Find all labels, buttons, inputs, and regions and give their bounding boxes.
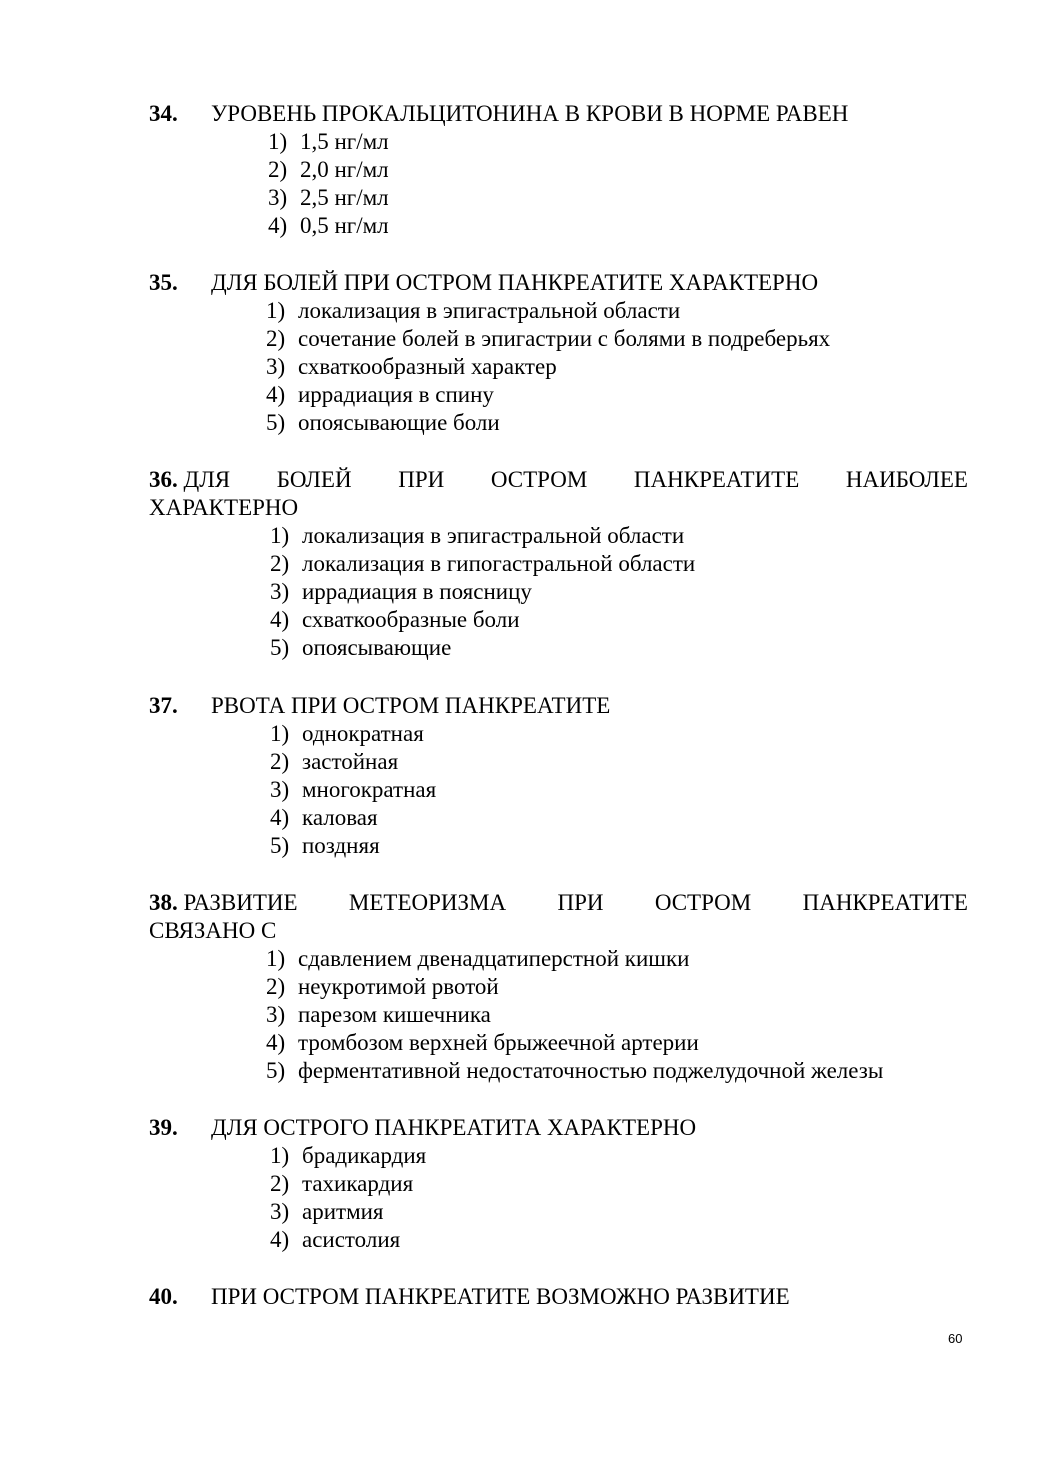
answer-option: [266, 297, 968, 325]
option-number: 3): [266, 1002, 286, 1027]
answer-option: [268, 156, 968, 184]
option-text: иррадиация в поясницу: [302, 579, 532, 604]
question-text-continuation: ХАРАКТЕРНО: [149, 495, 299, 520]
option-text: брадикардия: [302, 1143, 427, 1168]
option-text: парезом кишечника: [298, 1002, 491, 1027]
option-text: 1,5 нг/мл: [300, 129, 389, 154]
question-word: ОСТРОМ: [654, 890, 752, 915]
question-text: ДЛЯ БОЛЕЙ ПРИ ОСТРОМ ПАНКРЕАТИТЕ ХАРАКТЕРНО: [211, 270, 819, 295]
answer-option: [266, 381, 968, 409]
answer-option: [266, 1001, 968, 1029]
answer-options: [266, 297, 968, 437]
question-word: БОЛЕЙ: [276, 467, 352, 492]
question-heading: [149, 269, 968, 297]
answer-option: [270, 804, 968, 832]
question-heading: [149, 1114, 968, 1142]
option-text: ферментативной недостаточностью поджелудочной железы: [298, 1058, 884, 1083]
answer-option: [266, 1029, 968, 1057]
answer-option: [270, 1198, 968, 1226]
question-38: [149, 889, 968, 1085]
question-number: 34.: [149, 101, 178, 126]
answer-option: [270, 1170, 968, 1198]
question-heading: [149, 1283, 968, 1311]
answer-option: [270, 550, 968, 578]
option-text: асистолия: [302, 1227, 401, 1252]
question-number: 39.: [149, 1115, 178, 1140]
option-number: 4): [270, 607, 290, 632]
option-number: 5): [266, 410, 286, 435]
question-number: 36.: [149, 467, 178, 492]
option-number: 4): [270, 1227, 290, 1252]
option-number: 5): [270, 833, 290, 858]
option-text: иррадиация в спину: [298, 382, 494, 407]
answer-option: [268, 184, 968, 212]
question-word: РАЗВИТИЕ: [183, 890, 298, 915]
question-word: ПАНКРЕАТИТЕ: [633, 467, 800, 492]
option-text: застойная: [302, 749, 399, 774]
option-number: 3): [270, 777, 290, 802]
question-heading: [149, 889, 968, 917]
option-number: 1): [270, 1143, 290, 1168]
answer-option: [270, 578, 968, 606]
answer-option: [270, 606, 968, 634]
option-text: схваткообразные боли: [302, 607, 520, 632]
option-text: сдавлением двенадцатиперстной кишки: [298, 946, 690, 971]
question-36: [149, 466, 968, 662]
option-text: схваткообразный характер: [298, 354, 557, 379]
option-number: 1): [266, 946, 286, 971]
option-number: 1): [270, 523, 290, 548]
answer-options: [266, 945, 968, 1085]
option-number: 1): [266, 298, 286, 323]
answer-option: [270, 522, 968, 550]
answer-options: [270, 1142, 968, 1254]
option-number: 2): [266, 974, 286, 999]
question-word: ОСТРОМ: [490, 467, 588, 492]
option-text: 2,0 нг/мл: [300, 157, 389, 182]
question-word: ПАНКРЕАТИТЕ: [802, 890, 968, 915]
option-number: 3): [268, 185, 288, 210]
option-number: 3): [270, 1199, 290, 1224]
answer-option: [266, 945, 968, 973]
question-heading: [149, 100, 968, 128]
answer-options: [268, 128, 968, 240]
option-number: 1): [268, 129, 288, 154]
question-39: [149, 1114, 968, 1254]
option-number: 2): [270, 551, 290, 576]
question-number: 35.: [149, 270, 178, 295]
option-number: 4): [270, 805, 290, 830]
answer-option: [266, 325, 968, 353]
question-heading: [149, 692, 968, 720]
option-number: 4): [266, 382, 286, 407]
option-number: 2): [270, 749, 290, 774]
option-number: 3): [266, 354, 286, 379]
option-text: локализация в гипогастральной области: [302, 551, 696, 576]
answer-option: [270, 832, 968, 860]
answer-option: [270, 1142, 968, 1170]
question-number: 40.: [149, 1284, 178, 1309]
option-text: тахикардия: [302, 1171, 414, 1196]
answer-option: [270, 720, 968, 748]
question-word: ПРИ: [557, 890, 604, 915]
answer-option: [266, 409, 968, 437]
answer-option: [270, 1226, 968, 1254]
question-number: 37.: [149, 693, 178, 718]
option-text: локализация в эпигастральной области: [298, 298, 681, 323]
answer-option: [266, 973, 968, 1001]
question-word: ДЛЯ: [183, 467, 231, 492]
question-number: 38.: [149, 890, 178, 915]
option-text: поздняя: [302, 833, 380, 858]
option-number: 5): [270, 635, 290, 660]
option-text: 0,5 нг/мл: [300, 213, 389, 238]
option-text: неукротимой рвотой: [298, 974, 499, 999]
answer-options: [270, 720, 968, 860]
option-text: 2,5 нг/мл: [300, 185, 389, 210]
option-text: многократная: [302, 777, 437, 802]
option-text: аритмия: [302, 1199, 384, 1224]
option-text: опоясывающие боли: [298, 410, 500, 435]
option-number: 4): [266, 1030, 286, 1055]
answer-option: [270, 634, 968, 662]
question-text: УРОВЕНЬ ПРОКАЛЬЦИТОНИНА В КРОВИ В НОРМЕ РАВЕН: [211, 101, 849, 126]
answer-option: [268, 212, 968, 240]
question-text: ДЛЯ ОСТРОГО ПАНКРЕАТИТА ХАРАКТЕРНО: [211, 1115, 697, 1140]
question-word: НАИБОЛЕЕ: [845, 467, 968, 492]
option-number: 3): [270, 579, 290, 604]
option-number: 4): [268, 213, 288, 238]
option-text: опоясывающие: [302, 635, 452, 660]
question-text: РВОТА ПРИ ОСТРОМ ПАНКРЕАТИТЕ: [211, 693, 611, 718]
page-number: 60: [948, 1331, 963, 1346]
option-number: 1): [270, 721, 290, 746]
option-text: локализация в эпигастральной области: [302, 523, 685, 548]
question-40: [149, 1283, 968, 1311]
option-number: 2): [268, 157, 288, 182]
question-word: МЕТЕОРИЗМА: [348, 890, 507, 915]
answer-options: [270, 522, 968, 662]
option-number: 2): [270, 1171, 290, 1196]
answer-option: [268, 128, 968, 156]
question-37: [149, 692, 968, 860]
question-text: ПРИ ОСТРОМ ПАНКРЕАТИТЕ ВОЗМОЖНО РАЗВИТИЕ: [211, 1284, 790, 1309]
answer-option: [270, 776, 968, 804]
answer-option: [266, 1057, 968, 1085]
option-text: однократная: [302, 721, 424, 746]
option-text: каловая: [302, 805, 378, 830]
option-number: 5): [266, 1058, 286, 1083]
question-text-continuation: СВЯЗАНО С: [149, 918, 277, 943]
answer-option: [266, 353, 968, 381]
option-text: сочетание болей в эпигастрии с болями в подреберьях: [298, 326, 831, 351]
option-number: 2): [266, 326, 286, 351]
question-34: [149, 100, 968, 240]
question-heading: [149, 466, 968, 494]
question-word: ПРИ: [398, 467, 445, 492]
answer-option: [270, 748, 968, 776]
question-35: [149, 269, 968, 437]
option-text: тромбозом верхней брыжеечной артерии: [298, 1030, 699, 1055]
